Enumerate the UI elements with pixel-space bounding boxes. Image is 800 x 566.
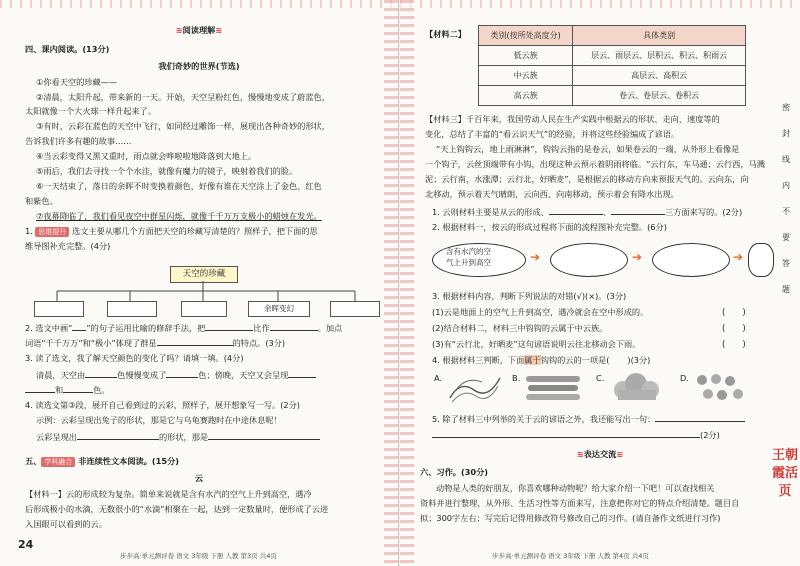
material-3: 北移动，预示着天气晴朗，云向西、向南移动，预示着会有降水出现。 <box>425 189 679 199</box>
table-header: 具体类别 <box>573 26 746 46</box>
table-row: 高云族 卷云、卷层云、卷积云 <box>479 86 746 106</box>
paragraph: ③有时，云彩在蓝色的天空中飞行，如同经过雕饰一样，展现出各种奇妙的形状， <box>36 121 330 131</box>
material-1: 【材料一】云的形成较为复杂。简单来说就是含有水汽的空气上升到高空，遇冷 <box>25 489 312 499</box>
page-number: 24 <box>18 538 34 551</box>
thinking-tag: 思维提升 <box>35 227 69 237</box>
table-row: 低云族 层云、雨层云、层积云、积云、积雨云 <box>479 46 746 66</box>
paragraph: ④当云彩变得又黑又重时，雨点就会哗啦啦地降落到大地上。 <box>36 151 257 161</box>
material-3: 泥；云行南，水涨潭；云行北，好晒麦”，是根据云的移动方向来预报天气的。云向东，向 <box>425 174 749 184</box>
mindmap-connectors <box>30 281 370 301</box>
question-r5: 5. 除了材料三中列举的关于云的谚语之外，我还能写出一句： <box>432 412 745 426</box>
writing-prompt: 拟；300字左右；写完后记得用修改符号修改自己的习作。(请自备作文纸进行习作) <box>420 513 721 523</box>
question-r5-cont: (2分) <box>432 428 720 442</box>
question-4-example: 示例：云彩呈现出兔子的形状，那是它与乌龟赛跑时在中途休息呢！ <box>36 415 282 425</box>
question-3-fill-cont: 和 色。 <box>25 383 110 397</box>
top-decoration <box>0 0 398 8</box>
paragraph: 告诉我们许多有趣的故事…… <box>25 136 132 146</box>
material-1: 入国眼可以看到的云。 <box>25 519 107 529</box>
option-b-label: B. <box>512 373 521 383</box>
question-4: 4. 读选文第③段，展开自己看到过的云彩，照样子，展开想象写一写。(2分) <box>25 400 300 410</box>
fluffy-cloud-image[interactable] <box>608 370 666 406</box>
section-title: ≋表达交流≋ <box>576 449 624 459</box>
mindmap-blank[interactable] <box>181 301 227 317</box>
mindmap-leaf: 余晖变幻 <box>248 301 310 317</box>
option-a-label: A. <box>434 373 443 383</box>
seal-line-notice: 密 封 线 内 不 要 答 题 <box>782 103 790 294</box>
option-c-label: C. <box>596 373 605 383</box>
layered-cloud-image[interactable] <box>524 370 582 406</box>
paragraph: 和紫色。 <box>25 196 58 206</box>
question-6-heading: 六、习作。(30分) <box>420 467 489 477</box>
judgement-1: (1)云是地面上的空气上升到高空，遇冷就会在空中形成的。 <box>432 307 649 317</box>
question-r3: 3. 根据材料内容，判断下列说法的对错(√)(×)。(3分) <box>432 291 627 301</box>
right-page <box>400 0 800 566</box>
mindmap-blank[interactable] <box>330 301 380 317</box>
paragraph: ①你看天空的珍藏—— <box>36 77 118 87</box>
table-header: 类别(按所处高度分) <box>479 26 573 46</box>
question-1: 1. 思维提升 选文主要从哪几个方面把天空的珍藏写清楚的？照样子，把下面的思 <box>25 226 318 236</box>
material-1: 后形成极小的水滴，无数很小的“水滴”相聚在一起，达到一定数量时，便形成了云进 <box>25 504 329 514</box>
judgement-3: (3)有“云行北，好晒麦”这句谚语说明云往北移动会下雨。 <box>432 339 641 349</box>
footer: 步步高·单元测评卷 语文 3年级 下册 人教 第3页 共4页 <box>120 552 277 560</box>
subject-tag: 学科融合 <box>41 457 75 467</box>
material-3: 变化，总结了丰富的“看云识天气”的经验，并将这些经验编成了谚语。 <box>425 129 680 139</box>
material-2-label: 【材料二】 <box>425 29 466 39</box>
article-title: 我们奇妙的世界(节选) <box>158 61 240 71</box>
answer-paren[interactable]: ( ) <box>722 324 746 334</box>
flow-start-text: 含有水汽的空 气上升到高空 <box>446 247 491 267</box>
patchy-cloud-image[interactable] <box>692 370 750 406</box>
question-4-fill: 云彩呈现出 的形状，那是 <box>36 430 320 444</box>
text-title: 云 <box>194 473 204 483</box>
question-3: 3. 读了选文，我了解天空颜色的变化了吗？请填一填。(4分) <box>25 353 244 363</box>
footer: 步步高·单元测评卷 语文 3年级 下册 人教 第4页 共4页 <box>492 552 649 560</box>
paragraph: ⑦夜幕降临了，我们看见夜空中群星闪烁，就像千千万万支极小的蜡烛在发光。 <box>36 211 322 221</box>
flow-blank-cloud[interactable] <box>748 243 774 277</box>
binding-decoration <box>400 0 414 566</box>
question-3-fill: 清晨，天空由 色慢慢变成了 色；傍晚，天空又会呈现 <box>36 368 316 382</box>
question-2: 2. 选文中画“ ”的句子运用比喻的修辞手法，把 比作 。加点 <box>25 323 343 333</box>
question-r1: 1. 云则材料主要是从云的形成、 、 三方面来写的。(2分) <box>432 207 743 217</box>
mindmap-blank[interactable] <box>107 301 157 317</box>
question-1-cont: 维导图补充完整。(4分) <box>25 241 111 251</box>
flow-blank-cloud[interactable] <box>652 243 730 277</box>
material-3: 一个钩子，云丝顶端带有小钩，出现这种云预示着阴雨将临。“云行东，车马通；云行西，马溅 <box>425 159 765 169</box>
question-5-heading: 五、 学科融合 非连续性文本阅读。(15分) <box>25 456 179 466</box>
paragraph: ⑥一天结束了，落日的余晖不时变换着颜色，好像有谁在天空涂上了金色、红色 <box>36 181 322 191</box>
paragraph: 太阳就像一个大火球一样升起来了。 <box>25 106 157 116</box>
mindmap-root: 天空的珍藏 <box>170 266 238 283</box>
writing-prompt: 资料并进行整理，从外形、生活习性等方面来写，注意把你对它的特点介绍清楚。题目自 <box>420 498 740 508</box>
left-page <box>0 0 399 566</box>
brand-logo: 王朝霞活页 <box>772 448 799 499</box>
top-decoration <box>400 0 800 8</box>
arrow-right-icon: ➔ <box>530 250 541 264</box>
option-d-label: D. <box>680 373 689 383</box>
answer-paren[interactable]: ( ) <box>722 340 746 350</box>
question-2-cont: 词语“千千万万”和“极小”体现了群星 的特点。(3分) <box>25 338 286 348</box>
judgement-2: (2)结合材料二，材料三中钩钩的云属于中云族。 <box>432 323 608 333</box>
question-heading: 四、课内阅读。(13分) <box>25 44 110 54</box>
cloud-table <box>478 25 746 106</box>
paragraph: ⑤雨后，我们去寻找一个个水洼，就像有魔力的镜子，映射着我们的脸。 <box>36 166 298 176</box>
flow-blank-cloud[interactable] <box>550 243 628 277</box>
writing-prompt: 动物是人类的好朋友，你喜欢哪种动物呢？给大家介绍一下吧！可以查找相关 <box>436 483 715 493</box>
answer-paren[interactable]: ( ) <box>722 308 746 318</box>
material-3: “天上钩钩云，地上雨淋淋”，钩钩云指的是卷云，如果卷云的一端，从外形上看像是 <box>436 144 740 154</box>
question-r2: 2. 根据材料一，按云的形成过程将下面的流程图补充完整。(6分) <box>432 222 667 232</box>
arrow-right-icon: ➔ <box>632 250 643 264</box>
table-row: 中云族 高层云、高积云 <box>479 66 746 86</box>
section-title: ≋阅读理解≋ <box>175 25 223 35</box>
paragraph: ②清晨，太阳升起，带来新的一天。开始，天空呈粉红色，慢慢地变成了蔚蓝色， <box>36 92 330 102</box>
mindmap-blank[interactable] <box>34 301 84 317</box>
question-r4: 4. 根据材料三判断，下面属于钩钩的云的一项是( )(3分) <box>432 355 651 365</box>
wispy-cloud-image[interactable] <box>446 370 504 406</box>
material-3: 【材料三】千百年来，我国劳动人民在生产实践中根据云的形状、走向、速度等的 <box>425 114 720 124</box>
arrow-right-icon: ➔ <box>733 250 744 264</box>
